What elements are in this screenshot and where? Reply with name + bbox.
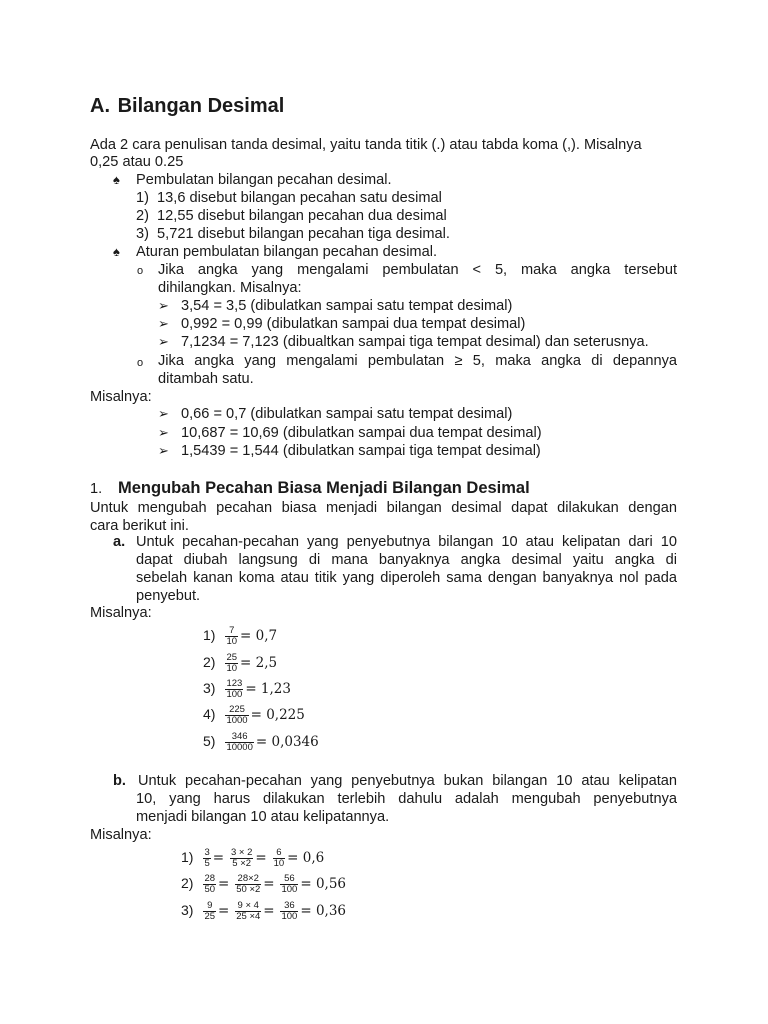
denominator: 100 (281, 910, 298, 922)
numerator: 36 (284, 899, 295, 911)
bullet-1-text: Pembulatan bilangan pecahan desimal. (136, 172, 392, 188)
equals-sign: = (263, 876, 275, 892)
result: = 2,5 (240, 655, 278, 671)
example-number: 3) (203, 680, 216, 696)
arrow-bullet-icon: ➢ (158, 334, 169, 349)
list-text: 13,6 disebut bilangan pecahan satu desimal (157, 190, 442, 206)
example-number: 3) (181, 902, 194, 918)
sub1-line-1: Jika angka yang mengalami pembulatan < 5, maka angka tersebut (158, 262, 677, 278)
spade-bullet-icon: ♠ (113, 244, 120, 259)
denominator: 10000 (226, 741, 253, 753)
result: = 0,36 (300, 903, 347, 919)
arrow-bullet-icon: ➢ (158, 406, 169, 421)
example-number: 4) (203, 706, 216, 722)
example-number: 5) (203, 733, 216, 749)
numerator: 28×2 (237, 872, 259, 884)
intro-line-2: 0,25 atau 0.25 (90, 154, 184, 170)
numerator: 346 (231, 730, 248, 742)
numerator: 56 (284, 872, 295, 884)
denominator: 100 (281, 883, 298, 895)
item-a-line-4: penyebut. (136, 588, 201, 604)
fraction-example (203, 702, 305, 727)
denominator: 5 (204, 857, 210, 869)
section-intro-2: cara berikut ini. (90, 518, 189, 534)
example-number: 2) (203, 654, 216, 670)
misalnya-label: Misalnya: (90, 827, 152, 843)
denominator: 10 (273, 857, 285, 869)
fraction (280, 874, 298, 895)
list-number: 2) (136, 208, 149, 224)
example-line: 0,992 = 0,99 (dibulatkan sampai dua tempat desimal) (181, 316, 526, 332)
circle-bullet-icon: o (137, 265, 144, 277)
denominator: 5 ×2 (230, 858, 253, 869)
result: = 0,6 (287, 850, 325, 866)
arrow-bullet-icon: ➢ (158, 443, 169, 458)
title-letter: A. (90, 95, 110, 117)
spade-bullet-icon: ♠ (113, 172, 120, 187)
numerator: 3 × 2 (230, 846, 253, 858)
denominator: 50 ×2 (236, 883, 261, 895)
item-b-line-1: Untuk pecahan-pecahan yang penyebutnya bukan bilangan 10 atau kelipatan (138, 773, 677, 789)
equals-sign: = (263, 903, 275, 919)
result: = 1,23 (245, 681, 291, 697)
item-b-label: b. (113, 773, 126, 789)
example-number: 1) (181, 849, 194, 865)
denominator: 25 (204, 910, 216, 922)
section-heading: Mengubah Pecahan Biasa Menjadi Bilangan Desimal (118, 479, 530, 497)
intro-line-1: Ada 2 cara penulisan tanda desimal, yaitu tanda titik (.) atau tabda koma (,). Misalnya (90, 137, 642, 153)
fraction-example (181, 898, 346, 923)
numerator: 7 (229, 624, 235, 636)
fraction (225, 653, 238, 674)
fraction (235, 874, 261, 895)
fraction (273, 848, 286, 869)
item-a-line-1: Untuk pecahan-pecahan yang penyebutnya bilangan 10 atau kelipatan dari 10 (136, 534, 677, 550)
item-a-line-3: sebelah kanan koma atau titik yang diperoleh sama dengan banyaknya nol pada (136, 570, 677, 586)
equals-sign: = (218, 876, 230, 892)
example-line: 1,5439 = 1,544 (dibulatkan sampai tiga tempat desimal) (181, 443, 541, 459)
misalnya-label: Misalnya: (90, 389, 152, 405)
equals-sign: = (212, 850, 225, 866)
item-a-label: a. (113, 534, 126, 550)
numerator: 9 × 4 (237, 899, 259, 911)
fraction (203, 901, 216, 922)
denominator: 10 (226, 662, 238, 674)
list-item (136, 225, 450, 243)
fraction (203, 874, 216, 895)
result: = 0,225 (250, 707, 305, 723)
fraction-example (203, 676, 291, 701)
result: = 0,0346 (255, 734, 319, 750)
fraction-example (203, 729, 319, 754)
example-line: 7,1234 = 7,123 (dibualtkan sampai tiga tempat desimal) dan seterusnya. (181, 334, 649, 350)
arrow-bullet-icon: ➢ (158, 425, 169, 440)
sub2-line-1: Jika angka yang mengalami pembulatan ≥ 5, maka angka di depannya (158, 353, 677, 369)
fraction (230, 848, 253, 869)
list-text: 5,721 disebut bilangan pecahan tiga desimal. (157, 226, 450, 242)
fraction (225, 732, 253, 753)
numerator: 25 (226, 651, 238, 663)
fraction (225, 626, 238, 647)
fraction-example (181, 845, 324, 870)
section-intro-1: Untuk mengubah pecahan biasa menjadi bilangan desimal dapat dilakukan dengan (90, 500, 677, 516)
circle-bullet-icon: o (137, 357, 144, 369)
sub2-line-2: ditambah satu. (158, 371, 254, 387)
bullet-2-text: Aturan pembulatan bilangan pecahan desimal. (136, 244, 438, 260)
denominator: 1000 (226, 714, 248, 726)
equals-sign: = (218, 903, 230, 919)
numerator: 3 (204, 846, 210, 858)
result: = 0,56 (300, 876, 347, 892)
sub1-line-2: dihilangkan. Misalnya: (158, 280, 302, 296)
section-number: 1. (90, 481, 103, 497)
example-line: 0,66 = 0,7 (dibulatkan sampai satu tempat desimal) (181, 406, 513, 422)
denominator: 25 ×4 (236, 910, 261, 922)
fraction-example (203, 623, 277, 648)
example-number: 2) (181, 875, 194, 891)
example-line: 3,54 = 3,5 (dibulatkan sampai satu tempat desimal) (181, 298, 513, 314)
numerator: 6 (276, 846, 282, 858)
denominator: 100 (226, 688, 243, 700)
fraction (280, 901, 298, 922)
denominator: 10 (226, 635, 238, 647)
fraction (225, 705, 248, 726)
list-item (136, 189, 442, 207)
fraction-example (181, 871, 346, 896)
arrow-bullet-icon: ➢ (158, 316, 169, 331)
fraction (225, 679, 243, 700)
result: = 0,7 (240, 628, 278, 644)
numerator: 9 (207, 899, 213, 911)
list-number: 3) (136, 226, 149, 242)
fraction (203, 848, 210, 869)
equals-sign: = (255, 850, 267, 866)
example-number: 1) (203, 627, 216, 643)
page-title (90, 94, 284, 118)
fraction (235, 901, 261, 922)
list-number: 1) (136, 190, 149, 206)
item-b-line-3: menjadi bilangan 10 atau kelipatannya. (136, 809, 390, 825)
numerator: 123 (226, 677, 243, 689)
denominator: 50 (204, 883, 216, 895)
example-line: 10,687 = 10,69 (dibulatkan sampai dua tempat desimal) (181, 425, 542, 441)
title-text: Bilangan Desimal (117, 95, 285, 117)
numerator: 225 (229, 703, 245, 715)
list-text: 12,55 disebut bilangan pecahan dua desimal (157, 208, 447, 224)
list-item (136, 207, 447, 225)
numerator: 28 (204, 872, 216, 884)
arrow-bullet-icon: ➢ (158, 298, 169, 313)
misalnya-label: Misalnya: (90, 605, 152, 621)
item-a-line-2: dapat diubah langsung di mana banyaknya angka desimal yaitu angka di (136, 552, 677, 568)
fraction-example (203, 650, 277, 675)
item-b-line-2: 10, yang harus dilakukan terlebih dahulu adalah mengubah penyebutnya (136, 791, 677, 807)
